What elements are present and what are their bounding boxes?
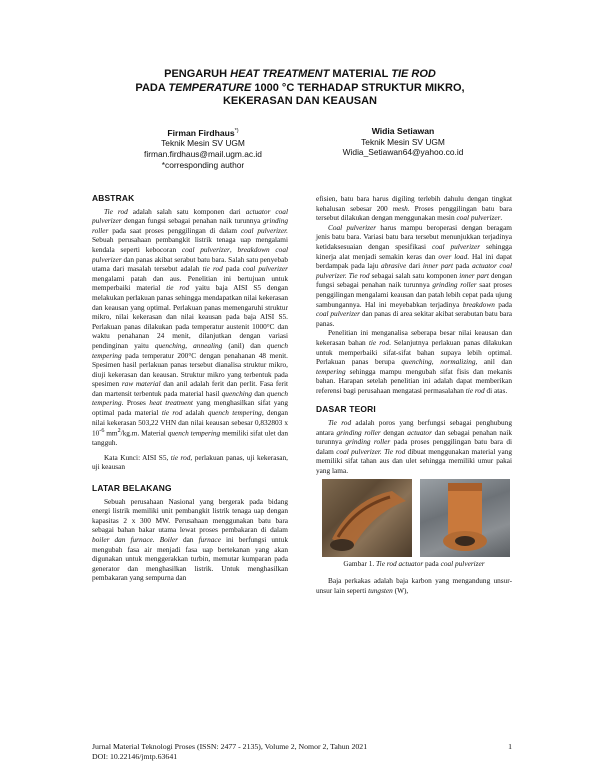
right-column bbox=[316, 194, 512, 595]
author-email[interactable]: Widia_Setiawan64@yahoo.co.id bbox=[342, 147, 464, 158]
page-number: 1 bbox=[508, 742, 512, 751]
paragraph: Tie rod adalah poros yang berfungsi sebagai penghubung antara grinding roller dengan actuator dan sebagai penahan naik turunnya grinding roller pada proses penggilingan batu bara di dalam coal pulverizer. Tie rod dibuat menggunakan material yang memiliki sifat tahan aus dan ulet sehingga memiliki umur pakai yang lama. bbox=[316, 418, 513, 476]
keywords: Kata Kunci: AISI S5, tie rod, perlakuan panas, uji kekerasan, uji keausan bbox=[92, 452, 288, 472]
author-name: Widia Setiawan bbox=[371, 126, 435, 136]
paper-title: PENGARUH HEAT TREATMENT MATERIAL TIE ROD PADA TEMPERATURE 1000 °C TERHADAP STRUKTUR MIKRO, KEKERASAN DAN KEAUSAN bbox=[135, 68, 465, 107]
left-column bbox=[92, 194, 288, 583]
tie-rod-photo-left bbox=[322, 479, 412, 557]
background-text: Sebuah perusahaan Nasional yang bergerak pada bidang energi listrik memiliki unit pembangkit listrik tenaga uap dengan kapasitas 2 x 300 MW. Perusahaan menggunakan batu bara sebagai bahan bakar utama lewat proses pembakaran di dalam boiler dan furnace. Boiler dan furnace ini berfungsi untuk mengubah fasa air menjadi fasa uap bertekanan yang akan digunakan untuk menggerakkan turbin, memutar kumparan pada generator dan menghasilkan listrik. Untuk menghasilkan pembakaran yang sempurna dan bbox=[92, 496, 289, 583]
paragraph: Coal pulverizer harus mampu beroperasi dengan beragam jenis batu bara. Variasi batu bara tersebut menunjukkan terjadinya ketidaksesuaian dengan spesifikasi coal pulverizer sehingga kinerja alat menjadi semakin keras dan over load. Hal ini dapat berdampak pada laju abrasive dari inner part pada actuator coal pulverizer. Tie rod sebagai salah satu komponen inner part dengan fungsi sebagai penahan naik turunnya grinding roller saat proses penggilingan mengalami keausan dan patah lebih cepat pada ujung sambungannya. Hal ini meyebabkan terjadinya breakdown pada coal pulverizer dan panas di area sekitar akibat serabutan batu bara panas. bbox=[316, 222, 512, 328]
author-note: *corresponding author bbox=[161, 159, 245, 170]
author-affiliation: Teknik Mesin SV UGM bbox=[361, 136, 445, 147]
tie-rod-photo-right bbox=[420, 479, 510, 557]
figure-caption: Gambar 1. Tie rod actuator pada coal pulverizer bbox=[343, 558, 485, 568]
paragraph: Baja perkakas adalah baja karbon yang mengandung unsur-unsur lain seperti tungsten (W), bbox=[316, 576, 512, 595]
doi[interactable]: DOI: 10.22146/jmtp.63641 bbox=[92, 752, 178, 761]
paragraph: Penelitian ini menganalisa seberapa besar nilai keausan dan kekerasan bahan tie rod. Selanjutnya perlakuan panas dilakukan untuk memperbaiki sifat-sifat bahan supaya lebih optimal. Perlakuan panas berupa quenching, normalizing, anil dan tempering sehingga mampu mengubah sifat fisis dan mekanis bahan. Harapan setelah penelitian ini adalah dapat memberikan referensi bagi perusahaan mengatasi permasalahan tie rod di atas. bbox=[316, 328, 512, 395]
page-footer bbox=[92, 742, 512, 762]
journal-info: Jurnal Material Teknologi Proses (ISSN: 2477 - 2135), Volume 2, Nomor 2, Tahun 2021 bbox=[92, 742, 368, 751]
author-2 bbox=[318, 126, 488, 158]
paragraph: efisien, batu bara harus digiling terlebih dahulu dengan tingkat kehalusan sebesar 200 mesh. Proses penggilingan batu bara tersebut dilakukan dengan menggunakan mesin coal pulverizer. bbox=[316, 194, 512, 223]
author-email[interactable]: firman.firdhaus@mail.ugm.ac.id bbox=[144, 149, 262, 160]
background-heading: LATAR BELAKANG bbox=[92, 483, 172, 494]
abstract-text: Tie rod adalah salah satu komponen dari actuator coal pulverizer dengan fungsi sebagai penahan naik turunnya grinding roller pada saat proses penggilingan di dalam coal pulverizer. Sebuah perusahaan pembangkit listrik tenaga uap mengalami kendala seperti kebocoran coal pulverizer, breakdown coal pulverizer dan panas akibat serabut batu bara. Salah satu penyebab utama dari masalah tersebut adalah tie rod pada coal pulverizer mengalami patah dan aus. Penelitian ini bertujuan untuk memperbaiki material tie rod yaitu baja AISI S5 dengan melakukan perlakuan panas sehingga mendapatkan nilai kekerasan dan keausan yang optimal. Perlakuan panas memengaruhi struktur mikro, nilai kekerasan dan nilai keausan pada baja AISI S5. Perlakuan panas dilakukan pada temperatur austenit 1000°C dan waktu penahanan 24 menit, dilanjutkan dengan variasi pendinginan yaitu quenching, annealing (anil) dan quench tempering pada temperatur 200°C dengan penahanan 48 menit. Spesimen hasil perlakuan panas tersebut dianalisa struktur mikro, diuji kekerasan dan keausan. Struktur mikro yang terbentuk pada spesimen raw material dan anil adalah ferit dan perlit. Fasa ferit dan martensit terbentuk pada material hasil quenching dan quench tempering. Proses heat treatment yang menghasilkan sifat yang optimal pada material tie rod adalah quench tempering, dengan nilai kekerasan 503,22 VHN dan nilai keausan sebesar 0,832803 x $10^{-6}$ $mm^2/kg.m$. Material quench tempering memiliki sifat ulet dan tangguh. bbox=[92, 206, 289, 448]
abstract-heading: ABSTRAK bbox=[92, 193, 135, 203]
author-1: Firman Firdhaus*) Teknik Mesin SV UGM firman.firdhaus@mail.ugm.ac.id *corresponding author bbox=[118, 126, 288, 170]
theory-heading: DASAR TEORI bbox=[316, 404, 376, 415]
author-name: Firman Firdhaus bbox=[167, 127, 235, 138]
author-affiliation: Teknik Mesin SV UGM bbox=[161, 138, 245, 149]
figure-1 bbox=[322, 479, 512, 557]
